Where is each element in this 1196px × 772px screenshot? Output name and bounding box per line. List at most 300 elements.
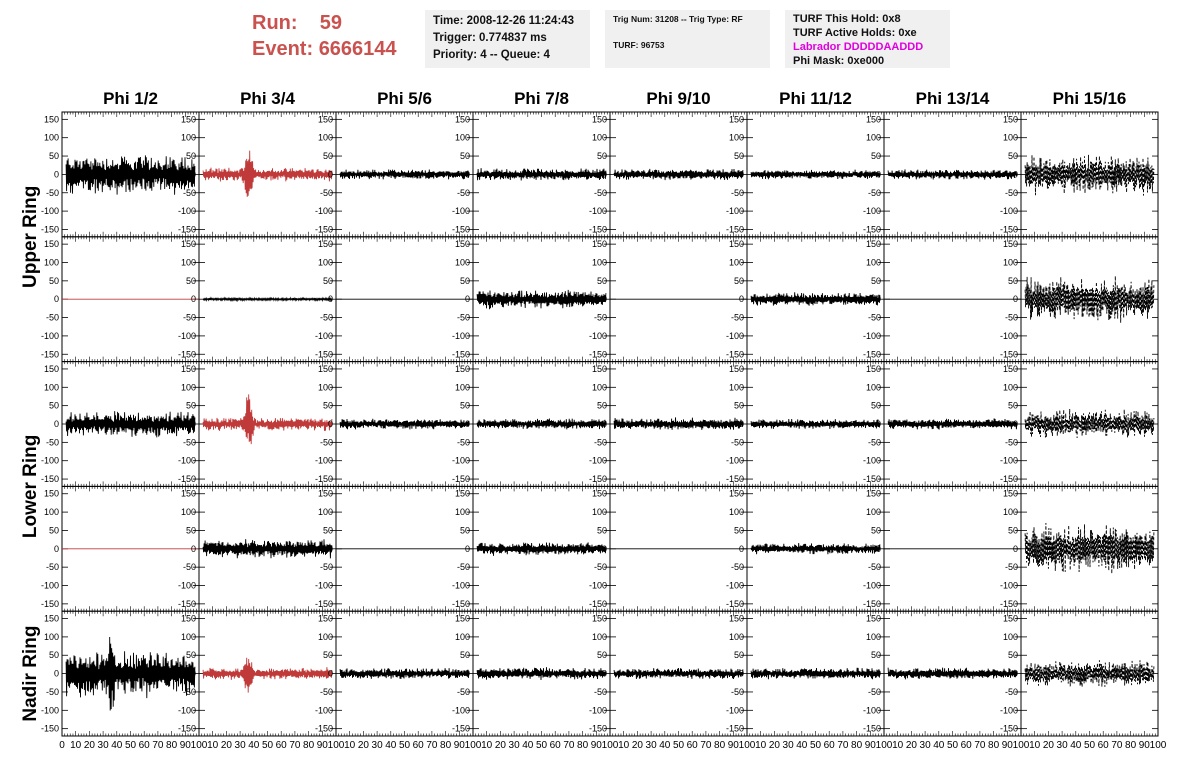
y-tick-label: -50 [730,562,744,573]
waveform-trace [477,542,606,556]
row-group-label: Upper Ring [20,185,41,288]
y-tick-label: 100 [1002,382,1018,393]
y-tick-label: -100 [314,206,333,217]
waveform-trace [751,170,880,180]
y-tick-label: -150 [588,598,607,609]
y-tick-label: 50 [870,400,881,411]
y-tick-label: 150 [43,363,59,374]
y-tick-label: 150 [43,488,59,499]
y-tick-label: 0 [601,543,607,554]
y-tick-label: -150 [862,349,881,360]
y-tick-label: -150 [177,224,196,235]
column-header: Phi 11/12 [779,89,852,108]
y-tick-label: -50 [730,312,744,323]
y-tick-label: 100 [180,631,196,642]
y-tick-label: -150 [177,349,196,360]
y-tick-label: 100 [180,132,196,143]
y-tick-label: 150 [591,613,607,624]
waveform-trace [340,668,469,679]
y-tick-label: -50 [593,312,607,323]
y-tick-label: 0 [1012,668,1018,679]
y-tick-label: 150 [1002,239,1018,250]
y-tick-label: 50 [459,525,470,536]
y-tick-label: 150 [1002,488,1018,499]
y-tick-label: -150 [999,723,1018,734]
y-tick-label: -100 [314,580,333,591]
y-tick-label: 100 [43,631,59,642]
y-tick-label: -150 [451,474,470,485]
y-tick-label: 150 [454,114,470,125]
y-tick-label: -50 [593,686,607,697]
y-tick-label: 50 [596,400,607,411]
y-tick-label: -150 [314,598,333,609]
y-tick-label: 50 [459,275,470,286]
waveform-trace [203,394,332,444]
y-tick-label: -50 [867,437,881,448]
y-tick-label: -150 [588,474,607,485]
y-tick-label: -50 [730,187,744,198]
y-tick-label: 100 [454,257,470,268]
y-tick-label: 0 [738,543,744,554]
y-tick-label: 150 [591,363,607,374]
y-tick-label: 150 [591,488,607,499]
y-tick-label: 50 [1007,650,1018,661]
y-tick-label: -100 [862,330,881,341]
y-tick-label: 100 [180,507,196,518]
y-tick-label: -100 [999,330,1018,341]
y-tick-label: -150 [451,349,470,360]
waveform-trace [751,543,880,554]
y-tick-label: 0 [464,543,470,554]
y-tick-label: -100 [451,580,470,591]
waveform-trace [477,168,606,180]
y-tick-label: 50 [596,650,607,661]
column-header: Phi 3/4 [240,89,295,108]
y-tick-label: 100 [728,132,744,143]
phi-mask-text: Phi Mask: 0xe000 [793,55,885,67]
y-tick-label: -100 [588,455,607,466]
y-tick-label: 150 [865,239,881,250]
y-tick-label: 150 [728,363,744,374]
y-tick-label: 0 [190,169,196,180]
y-tick-label: -150 [999,349,1018,360]
y-tick-label: -50 [593,562,607,573]
y-tick-label: 50 [596,151,607,162]
y-tick-label: 150 [454,239,470,250]
turf-active-text: TURF Active Holds: 0xe [793,27,917,39]
y-tick-label: 0 [327,668,333,679]
y-tick-label: 150 [43,239,59,250]
time-text: Time: 2008-12-26 11:24:43 [433,15,575,27]
y-tick-label: -150 [588,723,607,734]
waveform-trace [1025,155,1154,196]
y-tick-label: -100 [177,206,196,217]
y-tick-label: 50 [1007,525,1018,536]
y-tick-label: 100 [454,507,470,518]
y-tick-label: 150 [43,613,59,624]
y-tick-label: -100 [40,330,59,341]
y-tick-label: -50 [456,437,470,448]
y-tick-label: -100 [725,206,744,217]
turf-hold-text: TURF This Hold: 0x8 [793,13,901,25]
waveform-trace [340,419,469,430]
y-tick-label: -100 [999,705,1018,716]
y-tick-label: -150 [314,723,333,734]
y-tick-label: -50 [319,437,333,448]
waveform-trace [203,658,332,693]
waveform-trace [751,419,880,429]
y-tick-label: -50 [867,686,881,697]
y-tick-label: 100 [317,132,333,143]
y-tick-label: -100 [588,580,607,591]
y-tick-label: 50 [459,650,470,661]
y-tick-label: 100 [591,382,607,393]
y-tick-label: 50 [459,151,470,162]
y-tick-label: 0 [327,169,333,180]
waveform-trace [477,667,606,680]
y-tick-label: 50 [733,400,744,411]
y-tick-label: 150 [180,114,196,125]
y-tick-label: 50 [322,525,333,536]
y-tick-label: 100 [180,382,196,393]
y-tick-label: 0 [327,419,333,429]
y-tick-label: 100 [591,631,607,642]
y-tick-label: 0 [738,169,744,180]
y-tick-label: -50 [45,312,59,323]
y-tick-label: -100 [40,580,59,591]
y-tick-label: -150 [451,598,470,609]
y-tick-label: 50 [185,151,196,162]
y-tick-label: -150 [862,723,881,734]
y-tick-label: -150 [999,474,1018,485]
y-tick-label: -50 [456,686,470,697]
y-tick-label: -150 [862,598,881,609]
y-tick-label: -50 [1004,686,1018,697]
y-tick-label: 150 [728,488,744,499]
y-tick-label: 150 [865,114,881,125]
y-tick-label: 100 [43,257,59,268]
y-tick-label: -150 [40,598,59,609]
y-tick-label: 0 [875,668,881,679]
y-tick-label: -100 [177,580,196,591]
y-tick-label: -50 [45,562,59,573]
event-label: Event: [252,38,314,60]
event-value: 6666144 [318,38,397,60]
y-tick-label: 100 [180,257,196,268]
waveform-trace [477,290,606,309]
y-tick-label: 50 [322,275,333,286]
y-tick-label: 150 [454,613,470,624]
y-tick-label: -100 [314,330,333,341]
y-tick-label: 100 [43,507,59,518]
y-tick-label: 0 [464,169,470,180]
y-tick-label: 50 [733,525,744,536]
y-tick-label: 50 [322,400,333,411]
y-tick-label: 100 [43,132,59,143]
y-tick-label: -50 [456,312,470,323]
y-tick-label: 150 [317,488,333,499]
y-tick-label: -100 [451,330,470,341]
y-tick-label: 0 [601,169,607,180]
y-tick-label: 150 [180,239,196,250]
y-tick-label: -100 [725,330,744,341]
turf-text: TURF: 96753 [613,40,665,50]
y-tick-label: -150 [40,224,59,235]
y-tick-label: 0 [601,419,607,429]
y-tick-label: 100 [454,132,470,143]
y-tick-label: 50 [870,275,881,286]
waveform-trace [477,419,606,430]
y-tick-label: -100 [588,330,607,341]
y-tick-label: 100 [591,257,607,268]
y-tick-label: 150 [591,114,607,125]
y-tick-label: -150 [999,598,1018,609]
y-tick-label: -150 [314,474,333,485]
y-tick-label: 50 [48,275,59,286]
y-tick-label: -150 [862,224,881,235]
labrador-text: Labrador DDDDDAADDD [793,41,924,53]
y-tick-label: 150 [317,363,333,374]
y-tick-label: -150 [725,723,744,734]
y-tick-label: 0 [327,294,333,305]
y-tick-label: 0 [190,668,196,679]
y-tick-label: -50 [1004,437,1018,448]
y-tick-label: -100 [725,705,744,716]
y-tick-label: 100 [317,257,333,268]
y-tick-label: 100 [1002,631,1018,642]
y-tick-label: 100 [591,132,607,143]
y-tick-label: 100 [728,382,744,393]
y-tick-label: -100 [999,455,1018,466]
y-tick-label: -150 [314,349,333,360]
y-tick-label: 50 [1007,151,1018,162]
y-tick-label: 100 [865,132,881,143]
column-header: Phi 1/2 [103,89,158,108]
y-tick-label: 50 [322,650,333,661]
y-tick-label: -150 [40,474,59,485]
waveform-trace [614,417,743,430]
y-tick-label: -100 [177,330,196,341]
y-tick-label: -100 [40,705,59,716]
y-tick-label: -50 [182,562,196,573]
y-tick-label: -50 [45,686,59,697]
y-tick-label: 0 [738,668,744,679]
trigger-text: Trigger: 0.774837 ms [433,32,547,44]
y-tick-label: -150 [999,224,1018,235]
y-tick-label: 150 [317,613,333,624]
y-tick-label: -100 [725,580,744,591]
y-tick-label: 50 [185,400,196,411]
y-tick-label: 100 [591,507,607,518]
y-tick-label: 0 [464,668,470,679]
y-tick-label: -50 [45,437,59,448]
y-tick-label: 100 [454,631,470,642]
y-tick-label: -150 [451,224,470,235]
y-tick-label: 100 [865,507,881,518]
y-tick-label: -50 [319,187,333,198]
y-tick-label: -150 [40,349,59,360]
waveform-trace [1025,523,1154,574]
y-tick-label: -100 [999,206,1018,217]
y-tick-label: 100 [865,382,881,393]
y-tick-label: 0 [190,419,196,429]
y-tick-label: -50 [1004,187,1018,198]
y-tick-label: -150 [177,474,196,485]
y-tick-label: -100 [862,455,881,466]
waveform-trace [751,292,880,305]
y-tick-label: 150 [43,114,59,125]
y-tick-label: 50 [870,650,881,661]
y-tick-label: 150 [728,114,744,125]
y-tick-label: 0 [1012,543,1018,554]
y-tick-label: 150 [180,613,196,624]
waveform-trace [888,418,1017,429]
y-tick-label: 50 [48,525,59,536]
y-tick-label: 50 [185,525,196,536]
y-tick-label: -50 [182,437,196,448]
y-tick-label: -50 [319,686,333,697]
waveform-trace [888,668,1017,680]
y-tick-label: 100 [728,507,744,518]
waveform-trace [203,539,332,558]
y-tick-label: -150 [725,349,744,360]
y-tick-label: 100 [728,257,744,268]
y-tick-label: 50 [733,650,744,661]
waveform-trace [66,637,195,711]
y-tick-label: 50 [459,400,470,411]
y-tick-label: 100 [317,507,333,518]
y-tick-label: -150 [177,723,196,734]
waveform-trace [1025,276,1154,323]
y-tick-label: -100 [725,455,744,466]
y-tick-label: 100 [317,631,333,642]
waveform-trace [203,298,332,301]
y-tick-label: 150 [317,239,333,250]
y-tick-label: 150 [180,488,196,499]
row-group-label: Lower Ring [20,434,41,539]
y-tick-label: 0 [601,668,607,679]
y-tick-label: 100 [1002,257,1018,268]
y-tick-label: 0 [53,169,59,180]
y-tick-label: 50 [48,650,59,661]
y-tick-label: -150 [862,474,881,485]
y-tick-label: -150 [314,224,333,235]
y-tick-label: 50 [733,275,744,286]
y-tick-label: 0 [875,294,881,305]
y-tick-label: 50 [1007,275,1018,286]
y-tick-label: 0 [875,419,881,429]
y-tick-label: -100 [588,705,607,716]
y-tick-label: 0 [464,419,470,429]
y-tick-label: -50 [182,312,196,323]
y-tick-label: 0 [53,294,59,305]
y-tick-label: -150 [725,224,744,235]
y-tick-label: -100 [40,206,59,217]
y-tick-label: 0 [1012,419,1018,429]
waveform-trace [340,170,469,180]
y-tick-label: -150 [588,224,607,235]
y-tick-label: 0 [53,419,59,429]
y-tick-label: -100 [177,455,196,466]
y-tick-label: -50 [1004,562,1018,573]
waveform-trace [203,151,332,197]
y-tick-label: 0 [738,419,744,429]
y-tick-label: 150 [1002,114,1018,125]
y-tick-label: -100 [314,705,333,716]
y-tick-label: 0 [53,668,59,679]
y-tick-label: -50 [1004,312,1018,323]
y-tick-label: 100 [43,382,59,393]
waveform-trace [614,169,743,180]
y-tick-label: -100 [862,580,881,591]
y-tick-label: 100 [865,631,881,642]
y-tick-label: 150 [865,488,881,499]
y-tick-label: -50 [730,437,744,448]
waveform-trace [66,155,195,194]
y-tick-label: 150 [865,363,881,374]
column-header: Phi 5/6 [377,89,432,108]
y-tick-label: 0 [1012,294,1018,305]
y-tick-label: -100 [999,580,1018,591]
y-tick-label: 50 [48,151,59,162]
y-tick-label: -100 [451,455,470,466]
y-tick-label: 150 [1002,363,1018,374]
run-value: 59 [319,12,343,34]
y-tick-label: 100 [1002,132,1018,143]
y-tick-label: 50 [596,275,607,286]
y-tick-label: 100 [454,382,470,393]
y-tick-label: -150 [177,598,196,609]
y-tick-label: -100 [40,455,59,466]
y-tick-label: 50 [733,151,744,162]
y-tick-label: -100 [177,705,196,716]
y-tick-label: -100 [862,206,881,217]
y-tick-label: 150 [454,363,470,374]
run-label: Run: [252,12,298,34]
waveform-trace [888,169,1017,179]
y-tick-label: 0 [875,543,881,554]
y-tick-label: 100 [317,382,333,393]
y-tick-label: 50 [1007,400,1018,411]
y-tick-label: -50 [730,686,744,697]
y-tick-label: 0 [464,294,470,305]
y-tick-label: 0 [327,543,333,554]
y-tick-label: 0 [601,294,607,305]
y-tick-label: 50 [185,275,196,286]
waveform-trace [751,668,880,679]
y-tick-label: -50 [456,562,470,573]
y-tick-label: 100 [728,631,744,642]
y-tick-label: -100 [451,705,470,716]
waveform-trace [66,411,195,437]
y-tick-label: 150 [728,613,744,624]
y-tick-label: -50 [182,187,196,198]
y-tick-label: -100 [451,206,470,217]
y-tick-label: -50 [593,437,607,448]
y-tick-label: -50 [182,686,196,697]
column-header: Phi 13/14 [915,89,990,108]
y-tick-label: 50 [870,151,881,162]
y-tick-label: 50 [322,151,333,162]
y-tick-label: -100 [862,705,881,716]
y-tick-label: 0 [875,169,881,180]
y-tick-label: -150 [40,723,59,734]
y-tick-label: 150 [591,239,607,250]
y-tick-label: -50 [319,312,333,323]
y-tick-label: -100 [314,455,333,466]
y-tick-label: 150 [454,488,470,499]
y-tick-label: -100 [588,206,607,217]
